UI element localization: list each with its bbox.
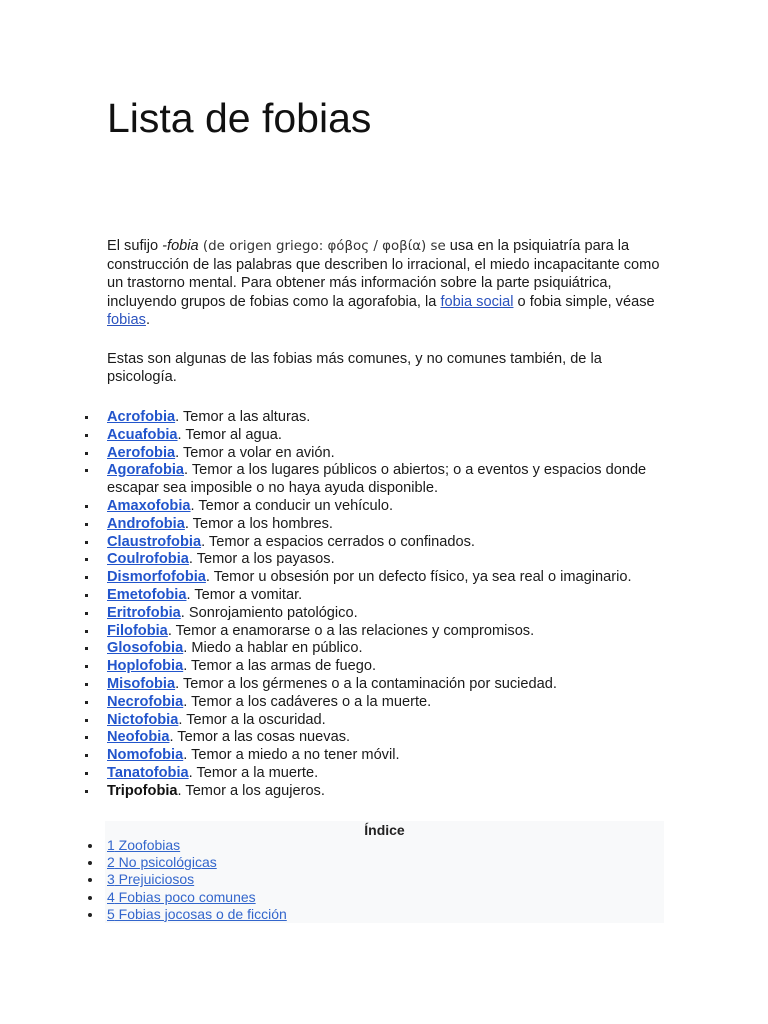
phobia-term-link[interactable]: Androfobia bbox=[107, 515, 185, 532]
intro-text-c: o fobia simple, véase bbox=[513, 293, 655, 310]
list-item bbox=[107, 783, 687, 801]
table-of-contents bbox=[105, 821, 664, 923]
intro-text-b: usa en la psiquiatría para la construcción de las palabras que describen lo irracional, el miedo incapacitante como un trastorno mental. Para obtener más información sobre la parte psiquiátrica, incluyendo grupos de fobias como la agorafobia, la bbox=[107, 238, 660, 310]
phobia-term: Tripofobia bbox=[107, 782, 178, 799]
phobia-list bbox=[107, 409, 687, 801]
phobia-description: . Temor al agua. bbox=[177, 426, 282, 443]
phobia-term-link[interactable]: Filofobia bbox=[107, 622, 168, 639]
toc-title: Índice bbox=[364, 822, 405, 838]
phobia-description: . Temor a los payasos. bbox=[188, 551, 335, 568]
list-item bbox=[107, 694, 687, 712]
list-item bbox=[107, 498, 687, 516]
phobia-term-link[interactable]: Agorafobia bbox=[107, 462, 185, 479]
intro-paragraph-2: Estas son algunas de las fobias más comunes, y no comunes también, de la psicología. bbox=[107, 351, 602, 386]
list-item bbox=[107, 605, 687, 623]
list-item bbox=[107, 551, 687, 569]
phobia-description: . Temor a los lugares públicos o abiertos; o a eventos y espacios donde escapar sea imposible o no haya ayuda disponible. bbox=[107, 462, 647, 497]
phobia-term-link[interactable]: Claustrofobia bbox=[107, 533, 202, 550]
toc-label: Zoofobias bbox=[114, 837, 181, 853]
phobia-term-link[interactable]: Eritrofobia bbox=[107, 604, 181, 621]
toc-label: Fobias poco comunes bbox=[114, 888, 256, 905]
phobia-term-link[interactable]: Acuafobia bbox=[107, 426, 178, 443]
phobia-term-link[interactable]: Misofobia bbox=[107, 675, 176, 692]
fobia-social-link[interactable]: fobia social bbox=[440, 293, 514, 310]
toc-label: Prejuiciosos bbox=[114, 871, 195, 888]
list-item bbox=[107, 729, 687, 747]
phobia-term-link[interactable]: Aerofobia bbox=[107, 444, 176, 461]
phobia-description: . Temor a los cadáveres o a la muerte. bbox=[183, 693, 432, 710]
phobia-term-link[interactable]: Amaxofobia bbox=[107, 497, 191, 514]
phobia-description: . Temor u obsesión por un defecto físico, ya sea real o imaginario. bbox=[205, 569, 632, 586]
toc-item bbox=[107, 906, 287, 923]
toc-list bbox=[107, 837, 287, 923]
phobia-term-link[interactable]: Tanatofobia bbox=[107, 764, 189, 781]
toc-label: Fobias jocosas o de ficción bbox=[114, 905, 287, 922]
list-item bbox=[107, 462, 687, 498]
list-item bbox=[107, 765, 687, 783]
toc-link-no-psicologicas[interactable] bbox=[107, 854, 217, 870]
phobia-term-link[interactable]: Neofobia bbox=[107, 729, 170, 746]
toc-link-prejuiciosos[interactable] bbox=[107, 871, 194, 887]
phobia-description: . Temor a las cosas nuevas. bbox=[169, 729, 351, 746]
page-title: Lista de fobias bbox=[107, 95, 372, 141]
toc-item bbox=[107, 837, 287, 854]
suffix-fobia: -fobia bbox=[162, 238, 199, 254]
toc-number: 2 bbox=[107, 854, 115, 871]
phobia-description: . Temor a los hombres. bbox=[184, 515, 333, 532]
phobia-description: . Temor a los agujeros. bbox=[177, 782, 325, 799]
toc-number: 3 bbox=[107, 871, 115, 888]
toc-link-zoofobias[interactable] bbox=[107, 837, 180, 853]
phobia-term-link[interactable]: Emetofobia bbox=[107, 586, 187, 603]
phobia-term-link[interactable]: Acrofobia bbox=[107, 409, 176, 425]
phobia-term-link[interactable]: Glosofobia bbox=[107, 640, 184, 657]
phobia-term-link[interactable]: Coulrofobia bbox=[107, 551, 189, 568]
phobia-description: . Temor a vomitar. bbox=[186, 586, 303, 603]
toc-link-fobias-jocosas[interactable] bbox=[107, 906, 287, 922]
list-item bbox=[107, 658, 687, 676]
phobia-description: . Temor a los gérmenes o a la contaminación por suciedad. bbox=[175, 675, 557, 692]
list-item bbox=[107, 569, 687, 587]
list-item bbox=[107, 640, 687, 658]
phobia-term-link[interactable]: Nictofobia bbox=[107, 711, 179, 728]
phobia-description: . Temor a la muerte. bbox=[188, 764, 319, 781]
toc-number: 5 bbox=[107, 905, 115, 922]
phobia-term-link[interactable]: Hoplofobia bbox=[107, 658, 184, 675]
phobia-description: . Temor a volar en avión. bbox=[175, 444, 335, 461]
list-item bbox=[107, 445, 687, 463]
toc-link-fobias-poco-comunes[interactable] bbox=[107, 889, 256, 905]
list-item bbox=[107, 409, 687, 427]
phobia-description: . Temor a la oscuridad. bbox=[178, 711, 326, 728]
phobia-description: . Temor a las armas de fuego. bbox=[183, 658, 376, 675]
intro-text-d: . bbox=[145, 311, 151, 328]
toc-number: 1 bbox=[107, 837, 115, 853]
fobias-link[interactable]: fobias bbox=[107, 311, 146, 328]
phobia-description: . Sonrojamiento patológico. bbox=[180, 604, 358, 621]
list-item bbox=[107, 712, 687, 730]
phobia-description: . Temor a las alturas. bbox=[175, 409, 311, 425]
toc-item bbox=[107, 871, 287, 888]
greek-origin: (de origen griego: φόβος / φοβία) se bbox=[198, 239, 446, 254]
phobia-description: . Temor a miedo a no tener móvil. bbox=[183, 747, 400, 764]
phobia-term-link[interactable]: Nomofobia bbox=[107, 747, 184, 764]
list-item bbox=[107, 587, 687, 605]
toc-label: No psicológicas bbox=[114, 854, 217, 871]
phobia-description: . Temor a espacios cerrados o confinados. bbox=[201, 533, 475, 550]
toc-number: 4 bbox=[107, 888, 115, 905]
toc-item bbox=[107, 854, 287, 871]
intro-text-a: El sufijo bbox=[107, 238, 163, 254]
phobia-term-link[interactable]: Dismorfofobia bbox=[107, 569, 206, 586]
list-item bbox=[107, 516, 687, 534]
list-item bbox=[107, 623, 687, 641]
list-item bbox=[107, 427, 687, 445]
phobia-term-link[interactable]: Necrofobia bbox=[107, 693, 184, 710]
list-item bbox=[107, 747, 687, 765]
intro-paragraph bbox=[107, 237, 667, 329]
list-item bbox=[107, 676, 687, 694]
toc-item bbox=[107, 889, 287, 906]
list-item bbox=[107, 534, 687, 552]
phobia-description: . Temor a conducir un vehículo. bbox=[190, 497, 394, 514]
phobia-description: . Miedo a hablar en público. bbox=[183, 640, 363, 657]
phobia-description: . Temor a enamorarse o a las relaciones y compromisos. bbox=[167, 622, 535, 639]
